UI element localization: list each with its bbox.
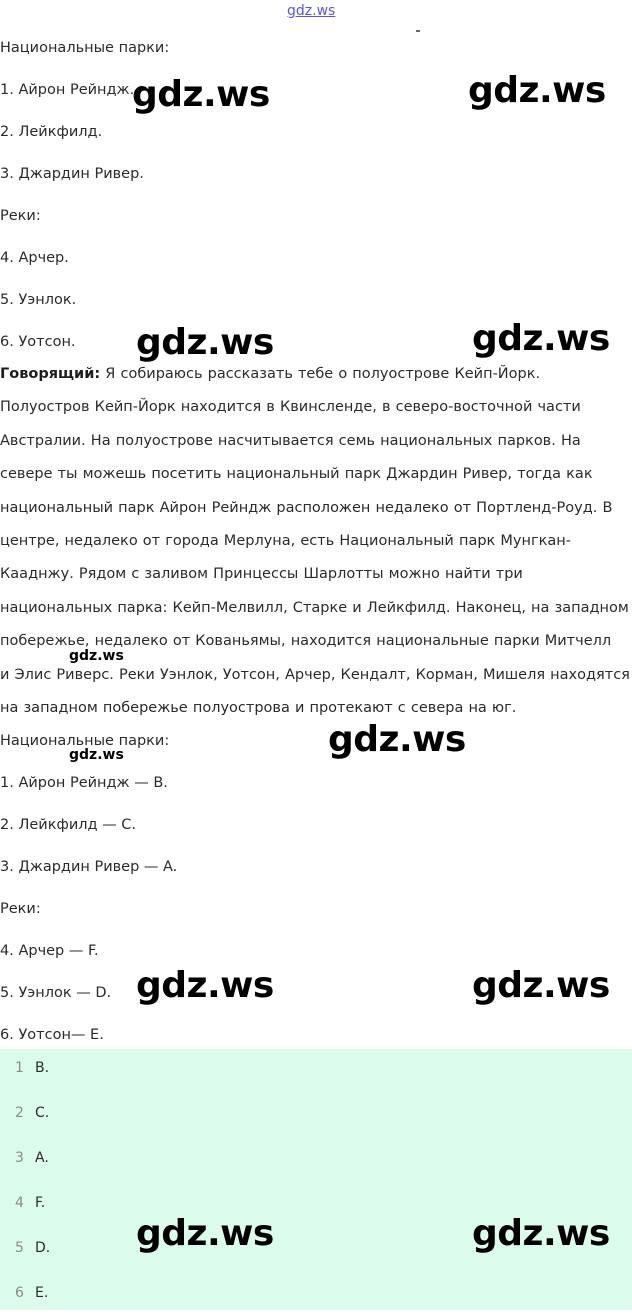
watermark: gdz.ws	[472, 318, 610, 359]
answer-value: C.	[35, 1105, 50, 1121]
watermark: gdz.ws	[472, 1213, 610, 1254]
river-answer: 4. Арчер — F.	[0, 943, 99, 959]
transcript-line: центре, недалеко от города Мерлуна, есть Национальный парк Мунгкан-	[0, 533, 571, 550]
transcript-line: на западном побережье полуострова и протекают с севера на юг.	[0, 700, 517, 717]
transcript-line: национальный парк Айрон Рейндж расположен недалеко от Портленд-Роуд. В	[0, 499, 613, 516]
transcript-line: и Элис Риверс. Реки Уэнлок, Уотсон, Арчер, Кендалт, Корман, Мишеля находятся	[0, 666, 630, 683]
answer-value: E.	[35, 1285, 49, 1301]
watermark-small: gdz.ws	[69, 747, 124, 763]
watermark: gdz.ws	[472, 965, 610, 1006]
transcript-line: севере ты можешь посетить национальный парк Джардин Ривер, тогда как	[0, 466, 593, 483]
line-number: 4	[15, 1195, 24, 1211]
transcript-line: Австралии. На полуострове насчитывается семь национальных парков. На	[0, 432, 581, 449]
watermark-small: gdz.ws	[69, 648, 124, 664]
park-item: 1. Айрон Рейндж.	[0, 82, 135, 98]
watermark: gdz.ws	[136, 1213, 274, 1254]
watermark: gdz.ws	[328, 719, 466, 760]
transcript-line: Полуостров Кейп-Йорк находится в Квинсленде, в северо-восточной части	[0, 399, 581, 416]
rivers-heading: Реки:	[0, 208, 41, 224]
answer-value: B.	[35, 1060, 50, 1076]
transcript-line: национальных парка: Кейп-Мелвилл, Старке и Лейкфилд. Наконец, на западном	[0, 599, 629, 616]
watermark: gdz.ws	[136, 322, 274, 363]
speaker-label: Говорящий:	[0, 366, 101, 382]
decorative-mark	[416, 30, 420, 32]
river-item: 6. Уотсон.	[0, 334, 76, 350]
line-number: 6	[15, 1285, 24, 1301]
watermark: gdz.ws	[132, 74, 270, 115]
answer-value: D.	[35, 1240, 51, 1256]
park-item: 2. Лейкфилд.	[0, 124, 103, 140]
answer-value: A.	[35, 1150, 49, 1166]
answer-row	[0, 1285, 632, 1315]
park-answer: 2. Лейкфилд — C.	[0, 817, 137, 833]
line-number: 5	[15, 1240, 24, 1256]
transcript-line: побережье, недалеко от Кованьямы, находится национальные парки Митчелл	[0, 633, 612, 650]
answer-block	[0, 1049, 632, 1310]
river-item: 4. Арчер.	[0, 250, 69, 266]
parks-heading: Национальные парки:	[0, 733, 170, 749]
answer-row	[0, 1150, 632, 1180]
park-answer: 1. Айрон Рейндж — B.	[0, 775, 168, 791]
river-answer: 5. Уэнлок — D.	[0, 985, 112, 1001]
rivers-heading: Реки:	[0, 901, 41, 917]
river-item: 5. Уэнлок.	[0, 292, 77, 308]
source-link[interactable]: gdz.ws	[287, 3, 336, 19]
park-answer: 3. Джардин Ривер — A.	[0, 859, 178, 875]
watermark: gdz.ws	[468, 70, 606, 111]
transcript-line: Кааднжу. Рядом с заливом Принцессы Шарлотты можно найти три	[0, 566, 523, 583]
transcript-paragraph	[0, 358, 632, 725]
line-number: 1	[15, 1060, 24, 1076]
answer-row	[0, 1105, 632, 1135]
transcript-line: Говорящий: Я собираюсь рассказать тебе о полуострове Кейп-Йорк.	[0, 366, 541, 382]
watermark: gdz.ws	[136, 965, 274, 1006]
park-item: 3. Джардин Ривер.	[0, 166, 144, 182]
line-number: 3	[15, 1150, 24, 1166]
line-number: 2	[15, 1105, 24, 1121]
answer-row	[0, 1060, 632, 1090]
answer-value: F.	[35, 1195, 46, 1211]
parks-heading: Национальные парки:	[0, 40, 170, 56]
river-answer: 6. Уотсон— E.	[0, 1027, 104, 1043]
